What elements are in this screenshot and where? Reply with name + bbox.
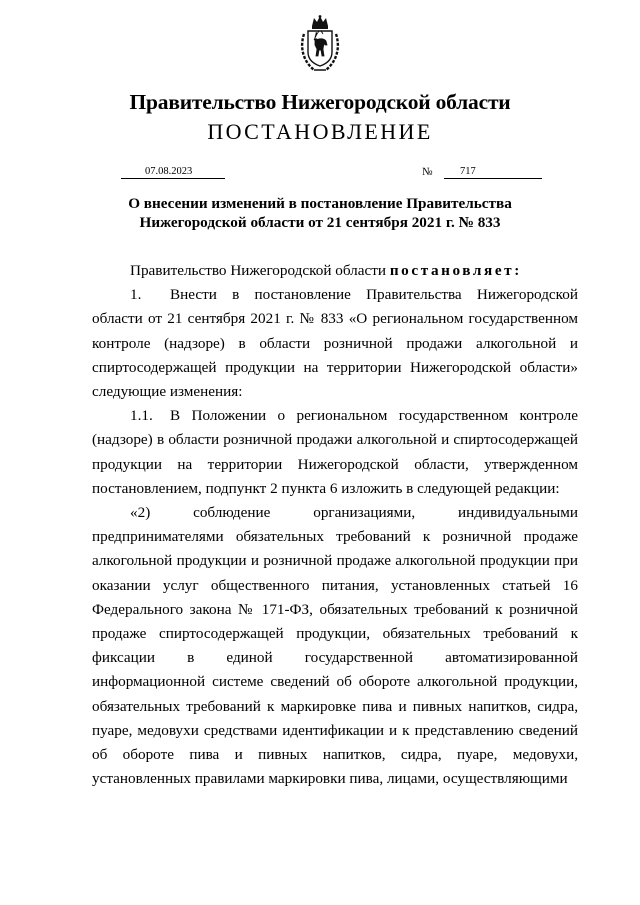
document-type: ПОСТАНОВЛЕНИЕ	[207, 119, 433, 144]
paragraph-text: Внести в постановление Правительства Нижегородской области от 21 сентября 2021 г. № 833 «О региональном государственном контроле (надзоре) в области розничной продажи алкогольной и спиртосодержащей продукции на территории Нижегородской области» следующие изменения:	[92, 286, 578, 401]
intro-lead: Правительство Нижегородской области	[130, 262, 390, 279]
intro-action: постановляет:	[389, 262, 522, 279]
paragraph-text: В Положении о региональном государственном контроле (надзоре) в области розничной продажи алкогольной и спиртосодержащей продукции на территории Нижегородской области, утвержденном постановлением, подпункт 2 пункта 6 изложить в следующей редакции:	[92, 407, 578, 497]
paragraph-number: 1.1.	[130, 407, 153, 425]
document-number: 717	[444, 166, 542, 179]
subject-line: О внесении изменений в постановление Правительства	[128, 195, 512, 212]
paragraph-1-1	[92, 404, 578, 501]
paragraph-2: «2) соблюдение организациями, индивидуальными предпринимателями обязательных требований к розничной продаже алкогольной продукции и розничной продаже алкогольной продукции при оказании услуг общественного питания, установленных статьей 16 Федерального закона № 171-ФЗ, обязательных требований к розничной продаже спиртосодержащей продукции, обязательных требований к фиксации в единой государственной автоматизированной информационной системе сведений об обороте алкогольной продукции, обязательных требований к маркировке пива и пивных напитков, сидра, пуаре, медовухи средствами идентификации и к представлению сведений об обороте пива и пивных напитков, сидра, пуаре, медовухи, установленных правилами маркировки пива, лицами, осуществляющими	[92, 504, 578, 788]
number-label: №	[422, 166, 433, 178]
intro-paragraph	[92, 259, 578, 283]
coat-of-arms-icon	[298, 14, 342, 74]
document-body	[92, 259, 578, 791]
subject-line: Нижегородской области от 21 сентября 2021 г. № 833	[139, 214, 501, 231]
government-title: Правительство Нижегородской области	[129, 90, 511, 114]
document-subject	[100, 194, 540, 232]
document-date: 07.08.2023	[121, 166, 225, 179]
paragraph-1	[92, 283, 578, 404]
paragraph-number: 1.	[130, 286, 142, 304]
